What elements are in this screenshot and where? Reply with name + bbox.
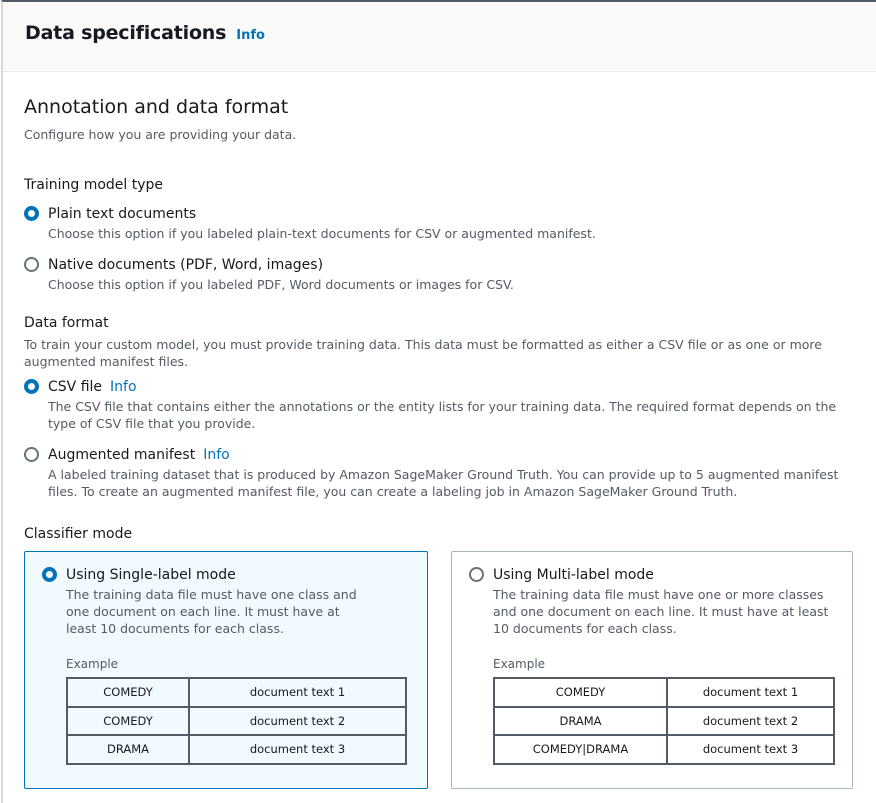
option-title: Augmented manifest [48,447,196,463]
option-title: Using Single-label mode [66,567,236,583]
info-link[interactable]: Info [203,447,230,463]
table-row [67,678,406,707]
data-format-desc: To train your custom model, you must provide training data. This data must be formatted as either a CSV file or as one or more augmented manifest files. [24,337,822,369]
option-desc: The CSV file that contains either the annotations or the entity lists for your training data. The required format depends on the type of CSV file that you provide. [48,399,837,431]
radio-augmented-manifest[interactable] [24,446,853,500]
radio-plain-text[interactable] [24,205,596,242]
table-row [67,735,406,764]
data-format-label: Data format [24,315,109,331]
table-cell: document text 2 [667,707,834,736]
example-label: Example [66,657,119,671]
radio-selected-icon[interactable] [42,567,57,582]
table-cell: COMEDY [494,678,667,707]
table-cell: COMEDY [67,707,189,736]
example-table [493,677,835,765]
table-cell: DRAMA [67,735,189,764]
table-cell: document text 1 [667,678,834,707]
classifier-mode-label: Classifier mode [24,526,133,542]
option-desc: Choose this option if you labeled plain-text documents for CSV or augmented manifest. [48,226,596,241]
section-title: Annotation and data format [24,96,289,118]
section-subtitle: Configure how you are providing your data. [24,127,297,142]
example-table [66,677,407,765]
option-desc: Choose this option if you labeled PDF, Word documents or images for CSV. [48,277,514,292]
training-model-type-label: Training model type [24,177,164,193]
option-desc: The training data file must have one class and one document on each line. It must have at least 10 documents for each class. [66,587,357,636]
table-row [67,707,406,736]
radio-unselected-icon[interactable] [24,447,39,462]
radio-csv-file[interactable] [24,378,848,432]
single-label-mode-card[interactable] [24,551,428,789]
table-cell: document text 3 [667,735,834,764]
table-row [494,707,834,736]
table-cell: DRAMA [494,707,667,736]
example-label: Example [493,657,546,671]
option-title: Using Multi-label mode [493,567,654,583]
radio-selected-icon[interactable] [24,379,39,394]
option-title: CSV file [48,379,103,395]
table-cell: COMEDY [67,678,189,707]
radio-unselected-icon[interactable] [469,567,484,582]
multi-label-mode-card[interactable] [451,551,853,789]
option-title: Native documents (PDF, Word, images) [48,257,324,273]
option-title: Plain text documents [48,206,197,222]
option-desc: A labeled training dataset that is produced by Amazon SageMaker Ground Truth. You can provide up to 5 augmented manifest files. To create an augmented manifest file, you can create a labeling job in Amazon SageMaker Ground Truth. [48,467,839,499]
table-cell: document text 3 [189,735,406,764]
table-cell: document text 2 [189,707,406,736]
radio-selected-icon[interactable] [24,206,39,221]
table-cell: COMEDY|DRAMA [494,735,667,764]
page-title: Data specifications [25,22,227,44]
table-row [494,678,834,707]
info-link[interactable]: Info [236,28,265,43]
option-desc: The training data file must have one or more classes and one document on each line. It must have at least 10 documents for each class. [493,587,829,636]
panel-header [3,2,876,72]
radio-native-documents[interactable] [24,256,514,293]
table-row [494,735,834,764]
radio-unselected-icon[interactable] [24,257,39,272]
info-link[interactable]: Info [110,379,137,395]
table-cell: document text 1 [189,678,406,707]
